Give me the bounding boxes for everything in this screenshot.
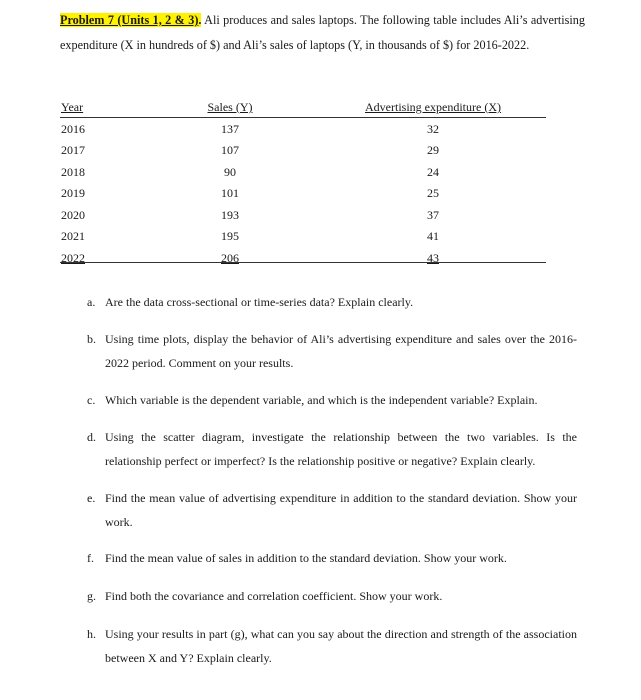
cell-sales: 90 (224, 164, 236, 179)
table-top-rule (60, 117, 546, 118)
cell-year: 2016 (61, 121, 85, 136)
question-text: Are the data cross-sectional or time-series data? Explain clearly. (105, 295, 414, 309)
cell-advertising: 43 (427, 250, 439, 265)
cell-sales: 137 (221, 121, 239, 136)
question-g (87, 584, 577, 608)
question-text: Using the scatter diagram, investigate the relationship between the two variables. Is the relationship perfect or imperfect? Is the relationship positive or negative? Explain clearly. (105, 430, 577, 468)
cell-advertising: 24 (427, 164, 439, 179)
problem-heading: Problem 7 (Units 1, 2 & 3) (60, 13, 199, 27)
table-bottom-rule (60, 262, 546, 263)
question-letter: e. (87, 491, 96, 505)
cell-year: 2021 (61, 229, 85, 243)
question-letter: f. (87, 551, 94, 565)
table-row (60, 184, 546, 206)
cell-year: 2020 (61, 207, 85, 222)
question-e (87, 486, 577, 534)
question-d (87, 425, 577, 473)
table-row (60, 163, 546, 185)
question-letter: h. (87, 627, 96, 641)
question-text: Using time plots, display the behavior of Ali’s advertising expenditure and sales over the 2016-2022 period. Comment on your results. (105, 332, 577, 370)
problem-heading-highlight (60, 13, 201, 27)
question-text: Using your results in part (g), what can you say about the direction and strength of the association between X and Y? Explain clearly. (105, 627, 577, 665)
cell-sales: 101 (221, 186, 239, 200)
question-f (87, 546, 577, 570)
cell-year: 2017 (61, 143, 85, 157)
cell-advertising: 25 (427, 186, 439, 200)
table-row (60, 227, 546, 249)
cell-advertising: 29 (427, 143, 439, 157)
cell-sales: 206 (221, 250, 239, 265)
table-row (60, 206, 546, 228)
cell-sales: 107 (221, 143, 239, 157)
question-text: Find the mean value of sales in addition to the standard deviation. Show your work. (105, 551, 507, 565)
question-letter: a. (87, 295, 96, 309)
header-year: Year (61, 100, 84, 114)
table-row (60, 120, 546, 142)
cell-year: 2019 (61, 186, 85, 200)
problem-heading-suffix: . (198, 13, 202, 27)
cell-sales: 193 (221, 207, 239, 222)
table-row (60, 249, 546, 271)
question-text: Find the mean value of advertising expenditure in addition to the standard deviation. Show your work. (105, 491, 577, 529)
problem-intro-text: Ali produces and sales laptops. The following table includes Ali’s advertising expenditure (X in hundreds of $) and Ali’s sales of laptops (Y, in thousands of $) for 2016-2022. (60, 13, 585, 52)
cell-year: 2022 (61, 250, 85, 265)
cell-advertising: 37 (427, 207, 439, 222)
question-letter: d. (87, 430, 96, 444)
question-h (87, 622, 577, 670)
data-table (60, 98, 546, 270)
question-text: Which variable is the dependent variable, and which is the independent variable? Explain. (105, 393, 538, 407)
question-a (87, 290, 577, 314)
question-letter: b. (87, 332, 96, 346)
question-letter: g. (87, 589, 96, 603)
question-letter: c. (87, 393, 96, 407)
cell-advertising: 41 (427, 229, 439, 243)
cell-year: 2018 (61, 164, 85, 179)
header-sales: Sales (Y) (207, 100, 253, 114)
cell-advertising: 32 (427, 121, 439, 136)
question-b (87, 327, 577, 375)
table-row (60, 141, 546, 163)
question-text: Find both the covariance and correlation coefficient. Show your work. (105, 589, 443, 603)
header-advertising: Advertising expenditure (X) (365, 100, 501, 114)
cell-sales: 195 (221, 229, 239, 243)
problem-intro (60, 8, 585, 58)
question-c (87, 388, 577, 412)
